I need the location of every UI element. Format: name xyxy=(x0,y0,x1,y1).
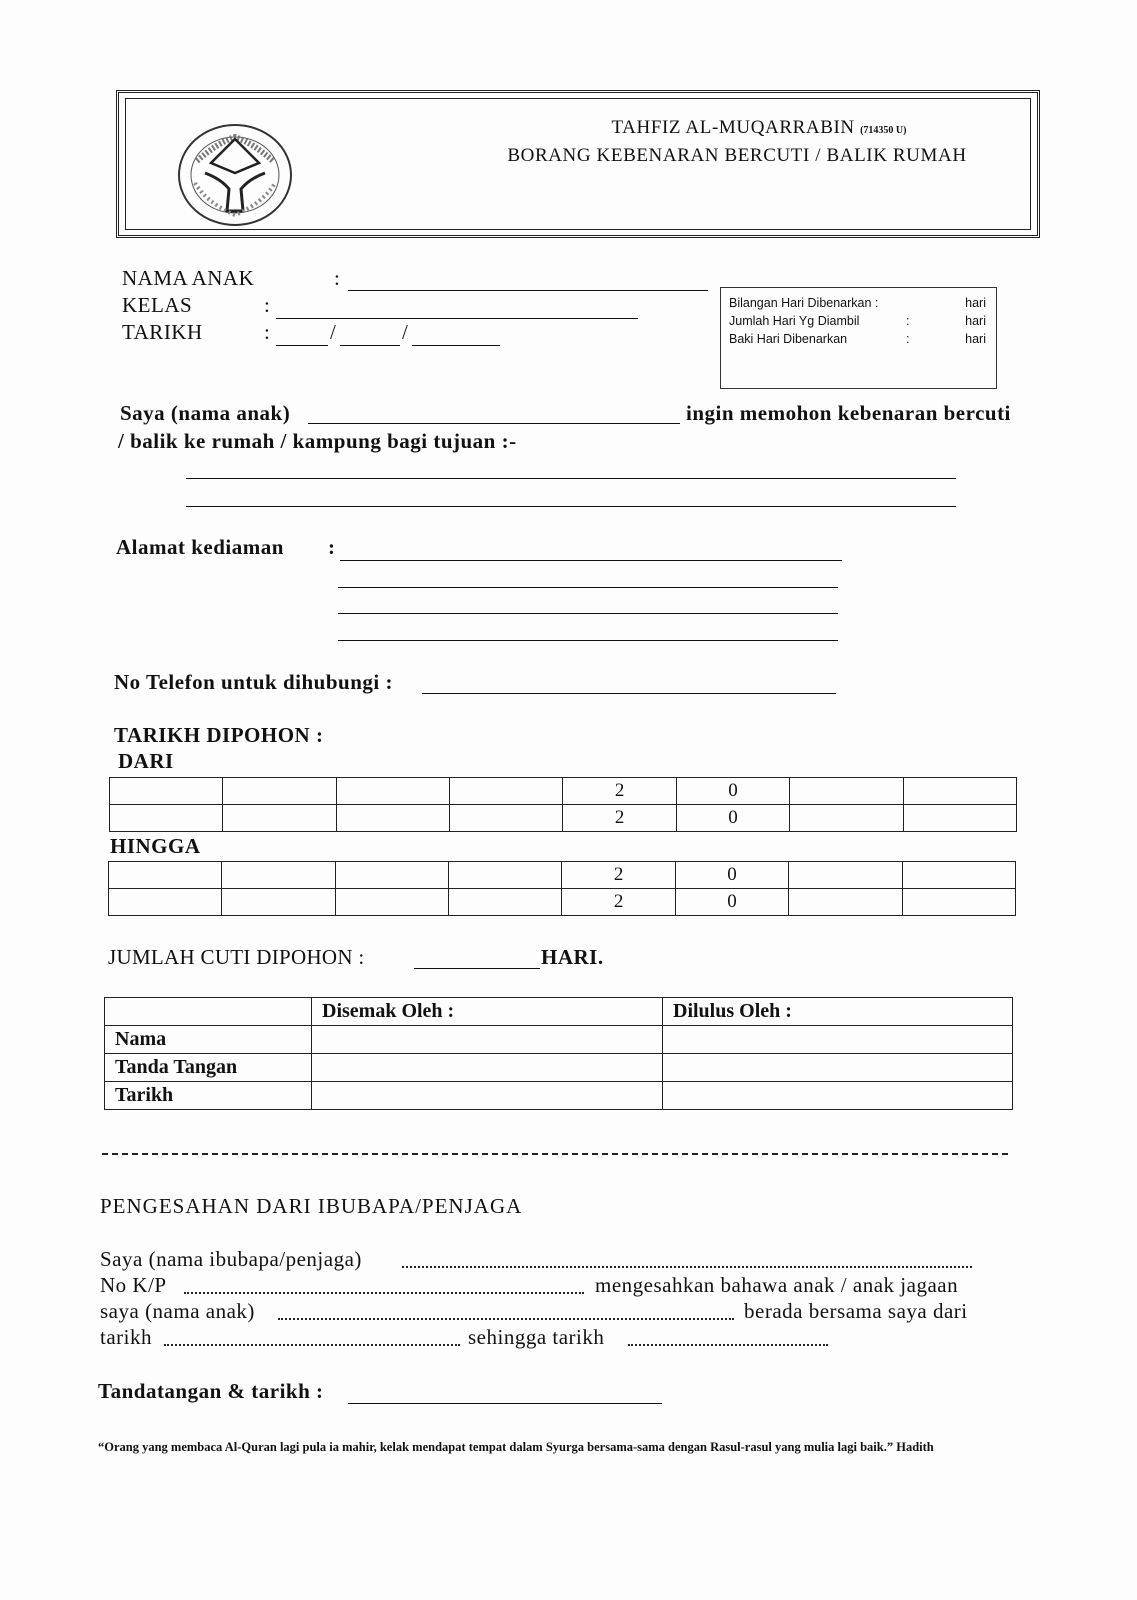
leave-row-label: Baki Hari Dibenarkan xyxy=(729,332,848,346)
colon: : xyxy=(264,293,271,317)
approval-row-label: Tarikh xyxy=(105,1082,312,1110)
grid-cell-digit: 0 xyxy=(675,862,788,889)
approved-by-signature-cell[interactable] xyxy=(663,1054,1013,1082)
class-field[interactable] xyxy=(276,318,638,319)
to-date-grid xyxy=(108,861,1016,916)
approved-by-name-cell[interactable] xyxy=(663,1026,1013,1054)
approval-row-label: Tanda Tangan xyxy=(105,1054,312,1082)
checked-by-header: Disemak Oleh : xyxy=(312,998,663,1026)
grid-cell[interactable] xyxy=(903,778,1016,805)
address-field-line-4[interactable] xyxy=(338,640,838,641)
leave-row xyxy=(729,296,986,314)
request-student-name-field[interactable] xyxy=(308,423,680,424)
grid-cell[interactable] xyxy=(223,778,336,805)
grid-cell[interactable] xyxy=(789,889,902,916)
cut-line-divider xyxy=(102,1153,1008,1155)
leave-row-label: Jumlah Hari Yg Diambil xyxy=(729,314,860,328)
leave-row-unit: hari xyxy=(965,332,986,346)
phone-label: No Telefon untuk dihubungi : xyxy=(114,670,393,694)
request-purpose-label: / balik ke rumah / kampung bagi tujuan :- xyxy=(118,429,517,453)
until-date-label: sehingga tarikh xyxy=(468,1325,605,1349)
approval-header-empty xyxy=(105,998,312,1026)
grid-cell[interactable] xyxy=(109,862,222,889)
date-separator: / xyxy=(402,320,409,344)
class-label: KELAS xyxy=(122,293,193,317)
colon: : xyxy=(334,266,341,290)
address-label: Alamat kediaman xyxy=(116,535,284,559)
approval-table xyxy=(104,997,1013,1110)
grid-cell[interactable] xyxy=(790,805,903,832)
grid-cell[interactable] xyxy=(222,862,335,889)
with-parent-text: berada bersama saya dari xyxy=(744,1299,968,1323)
grid-cell[interactable] xyxy=(903,805,1016,832)
date-label: TARIKH xyxy=(122,320,203,344)
grid-cell-digit: 2 xyxy=(563,778,676,805)
purpose-field-line-2[interactable] xyxy=(186,506,956,507)
form-title: BORANG KEBENARAN BERCUTI / BALIK RUMAH xyxy=(507,145,967,166)
grid-cell[interactable] xyxy=(449,889,562,916)
request-text-end: ingin memohon kebenaran bercuti xyxy=(686,401,1011,425)
date-day-field[interactable] xyxy=(276,345,328,346)
address-field-line-3[interactable] xyxy=(338,613,838,614)
parent-from-date-field[interactable] xyxy=(164,1344,460,1346)
hadith-quote: “Orang yang membaca Al-Quran lagi pula ia mahir, kelak mendapat tempat dalam Syurga bersama-sama dengan Rasul-rasul yang mulia lagi baik.” Hadith xyxy=(98,1440,934,1454)
child-name-label: saya (nama anak) xyxy=(100,1299,255,1323)
leave-row-colon: : xyxy=(906,314,910,328)
signature-label: Tandatangan & tarikh : xyxy=(98,1379,324,1403)
grid-cell-digit: 0 xyxy=(676,778,789,805)
phone-field[interactable] xyxy=(422,693,836,694)
grid-cell[interactable] xyxy=(450,778,563,805)
grid-cell-digit: 2 xyxy=(562,862,675,889)
address-field-line-2[interactable] xyxy=(338,587,838,588)
purpose-field-line-1[interactable] xyxy=(186,478,956,479)
grid-cell[interactable] xyxy=(902,889,1015,916)
total-leave-label: JUMLAH CUTI DIPOHON : xyxy=(108,945,365,969)
date-year-field[interactable] xyxy=(412,345,500,346)
grid-cell[interactable] xyxy=(902,862,1015,889)
grid-cell[interactable] xyxy=(336,778,449,805)
colon: : xyxy=(328,535,336,559)
grid-cell[interactable] xyxy=(336,805,449,832)
total-leave-field[interactable] xyxy=(414,968,540,969)
parent-until-date-field[interactable] xyxy=(628,1344,828,1346)
dates-title: TARIKH DIPOHON : xyxy=(114,723,324,747)
child-name-field[interactable] xyxy=(278,1318,734,1320)
organization-name: TAHFIZ AL-MUQARRABIN (714350 U) xyxy=(611,117,907,138)
to-label: HINGGA xyxy=(110,834,201,858)
leave-row-label: Bilangan Hari Dibenarkan : xyxy=(729,296,879,310)
address-field-line-1[interactable] xyxy=(340,560,842,561)
from-date-label: tarikh xyxy=(100,1325,152,1349)
confirm-text: mengesahkan bahawa anak / anak jagaan xyxy=(595,1273,959,1297)
grid-cell[interactable] xyxy=(335,862,448,889)
leave-row-colon: : xyxy=(906,332,910,346)
ic-number-field[interactable] xyxy=(184,1292,584,1294)
grid-cell-digit: 2 xyxy=(563,805,676,832)
header-box xyxy=(116,90,1040,238)
leave-row-unit: hari xyxy=(965,296,986,310)
from-label: DARI xyxy=(118,749,174,773)
grid-cell[interactable] xyxy=(109,889,222,916)
grid-cell[interactable] xyxy=(222,889,335,916)
checked-by-signature-cell[interactable] xyxy=(312,1054,663,1082)
grid-cell[interactable] xyxy=(110,805,223,832)
student-name-field[interactable] xyxy=(348,290,708,291)
grid-cell[interactable] xyxy=(110,778,223,805)
leave-balance-box xyxy=(720,287,997,389)
colon: : xyxy=(264,320,271,344)
parent-section-title: PENGESAHAN DARI IBUBAPA/PENJAGA xyxy=(100,1194,523,1218)
leave-row xyxy=(729,332,986,350)
from-date-grid xyxy=(109,777,1017,832)
grid-cell[interactable] xyxy=(223,805,336,832)
student-name-label: NAMA ANAK xyxy=(122,266,255,290)
grid-cell-digit: 0 xyxy=(676,805,789,832)
total-leave-unit: HARI. xyxy=(541,945,604,969)
grid-cell-digit: 0 xyxy=(675,889,788,916)
grid-cell-digit: 2 xyxy=(562,889,675,916)
leave-row-unit: hari xyxy=(965,314,986,328)
grid-cell[interactable] xyxy=(790,778,903,805)
grid-cell[interactable] xyxy=(335,889,448,916)
parent-name-label: Saya (nama ibubapa/penjaga) xyxy=(100,1247,362,1271)
grid-cell[interactable] xyxy=(449,862,562,889)
approved-by-date-cell[interactable] xyxy=(663,1082,1013,1110)
date-month-field[interactable] xyxy=(340,345,400,346)
checked-by-date-cell[interactable] xyxy=(312,1082,663,1110)
approved-by-header: Dilulus Oleh : xyxy=(663,998,1013,1026)
organization-logo-icon xyxy=(177,123,293,227)
approval-row-label: Nama xyxy=(105,1026,312,1054)
leave-row xyxy=(729,314,986,332)
grid-cell[interactable] xyxy=(789,862,902,889)
request-label: Saya (nama anak) xyxy=(120,401,291,425)
parent-name-field[interactable] xyxy=(402,1266,972,1268)
ic-number-label: No K/P xyxy=(100,1273,167,1297)
date-separator: / xyxy=(330,320,337,344)
grid-cell[interactable] xyxy=(450,805,563,832)
signature-field[interactable] xyxy=(348,1403,662,1404)
checked-by-name-cell[interactable] xyxy=(312,1026,663,1054)
